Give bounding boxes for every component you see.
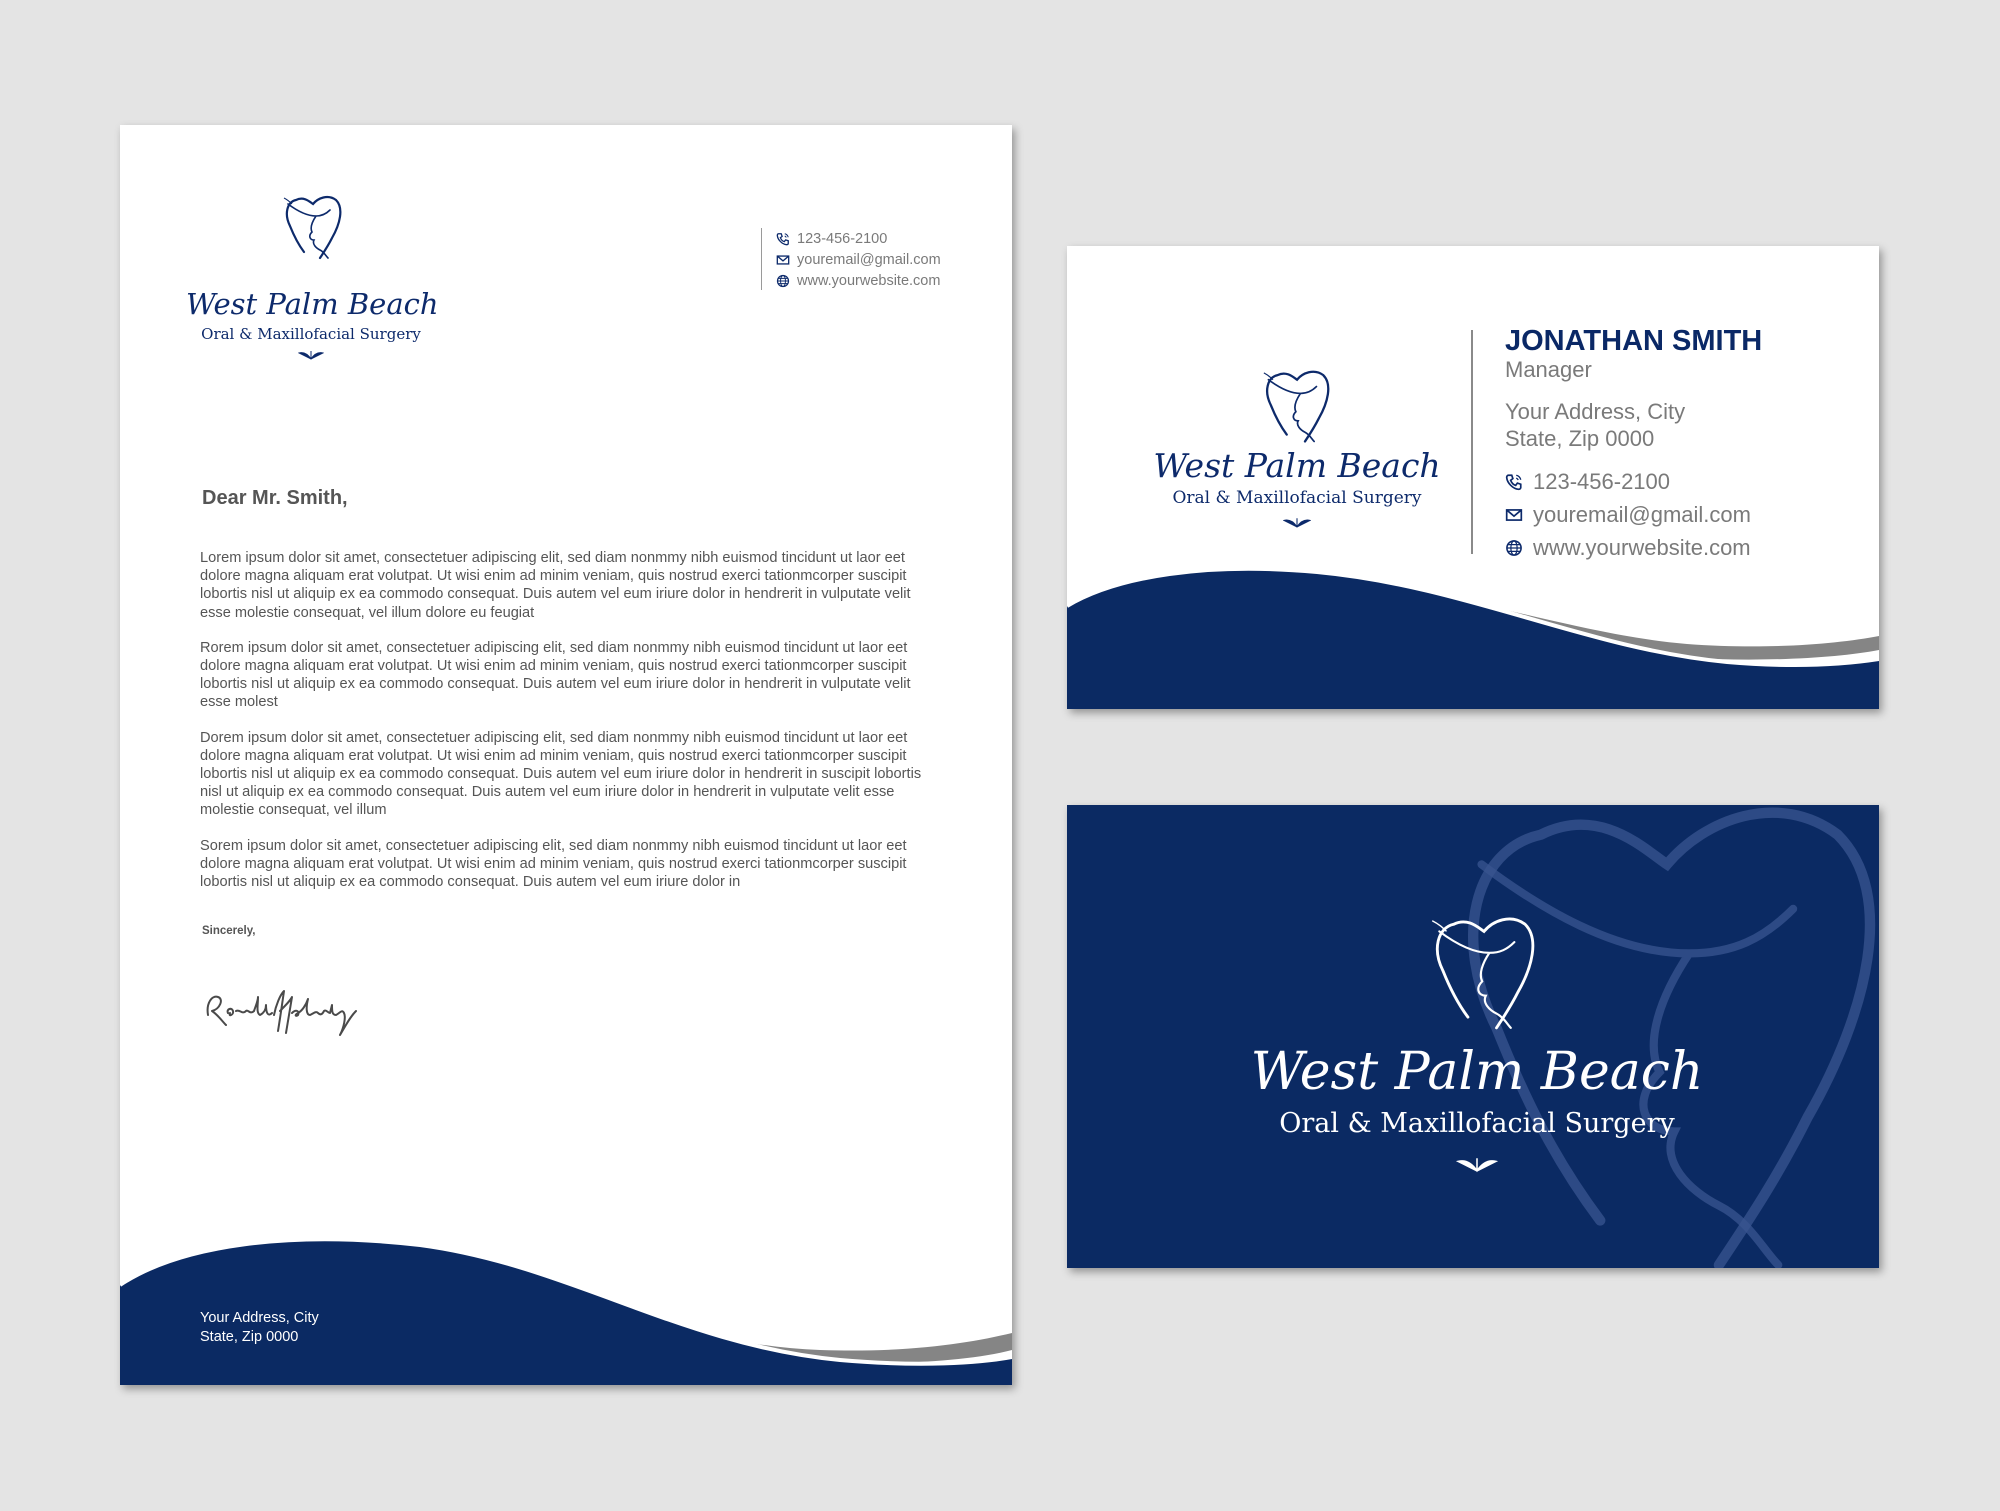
email-text: youremail@gmail.com xyxy=(1533,501,1751,527)
website-text: www.yourwebsite.com xyxy=(1533,534,1751,560)
phone-text: 123-456-2100 xyxy=(797,230,888,247)
card-contacts xyxy=(1505,465,1762,564)
address-line-2: State, Zip 0000 xyxy=(1505,426,1655,451)
website-text: www.yourwebsite.com xyxy=(797,272,941,289)
contact-email xyxy=(1505,498,1762,531)
card-contact-info xyxy=(1505,324,1762,564)
letterhead xyxy=(120,125,1012,1385)
sprout-icon xyxy=(1283,514,1311,529)
contact-website xyxy=(1505,531,1762,564)
contact-website xyxy=(776,270,941,291)
signature-image xyxy=(200,975,370,1045)
person-name: JONATHAN SMITH xyxy=(1505,325,1763,357)
letterhead-address xyxy=(200,1309,319,1346)
contact-email xyxy=(776,249,941,270)
letter-closing: Sincerely, xyxy=(202,925,256,937)
letter-paragraph: Rorem ipsum dolor sit amet, consectetuer adipiscing elit, sed diam nonmmy nibh euismod tincidunt ut laor eet dolore magna aliquam erat volutpat. Ut wisi enim ad minim veniam, quis nostrud exerci tationmcorper suscipit lobortis nisl ut aliquip ex ea commodo consequat. Duis autem vel eum iriure dolor in hendrerit in vulputate velit esse molest xyxy=(200,639,911,711)
address-line-2: State, Zip 0000 xyxy=(200,1328,299,1345)
tooth-logo-icon xyxy=(1261,366,1333,446)
vertical-divider xyxy=(1471,330,1473,554)
letter-paragraph: Lorem ipsum dolor sit amet, consectetuer adipiscing elit, sed diam nonmmy nibh euismod tincidunt ut laor eet dolore magna aliquam erat volutpat. Ut wisi enim ad minim veniam, quis nostrud exerci tationmcorper suscipit lobortis nisl ut aliquip ex ea commodo consequat. Duis autem vel eum iriure dolor in hendrerit in vulputate velit esse molestie consequat, vel illum dolore eu feugiat xyxy=(200,550,911,621)
phone-icon xyxy=(776,232,790,246)
card-address xyxy=(1505,398,1762,452)
envelope-icon xyxy=(1505,506,1523,524)
globe-icon xyxy=(1505,539,1523,557)
brand-tagline: Oral & Maxillofacial Surgery xyxy=(201,325,421,343)
contact-phone xyxy=(1505,465,1762,498)
brand-logo xyxy=(186,187,439,367)
sprout-icon xyxy=(298,347,324,361)
business-card-front xyxy=(1067,246,1879,709)
letter-paragraph: Dorem ipsum dolor sit amet, consectetuer adipiscing elit, sed diam nonmmy nibh euismod tincidunt ut laor eet dolore magna aliquam erat volutpat. Ut wisi enim ad minim veniam, quis nostrud exerci tationmcorper suscipit lobortis nisl ut aliquip ex ea commodo consequat. Duis autem vel eum iriure dolor in hendrerit in suscipit lobortis nisl ut aliquip ex ea commodo consequat. Duis autem vel eum iriure dolor in hendrerit in vulputate velit esse molestie consequat, vel illum xyxy=(200,729,922,819)
letter-body xyxy=(200,549,940,908)
business-card-back xyxy=(1067,805,1879,1268)
envelope-icon xyxy=(776,253,790,267)
letterhead-contact xyxy=(761,228,941,290)
sprout-icon xyxy=(1455,1152,1499,1174)
globe-icon xyxy=(776,274,790,288)
brand-name: West Palm Beach xyxy=(186,287,439,321)
tooth-logo-icon xyxy=(1424,910,1544,1035)
brand-name: West Palm Beach xyxy=(1153,446,1441,485)
address-line-1: Your Address, City xyxy=(200,1310,319,1326)
phone-text: 123-456-2100 xyxy=(1533,468,1671,494)
letter-greeting: Dear Mr. Smith, xyxy=(202,487,348,509)
brand-logo xyxy=(1147,366,1447,536)
contact-phone xyxy=(776,228,941,249)
letter-paragraph: Sorem ipsum dolor sit amet, consectetuer adipiscing elit, sed diam nonmmy nibh euismod tincidunt ut laor eet dolore magna aliquam erat volutpat. Ut wisi enim ad minim veniam, quis nostrud exerci tationmcorper suscipit lobortis nisl ut aliquip ex ea commodo consequat. Duis autem vel eum iriure dolor in xyxy=(200,837,907,891)
tooth-logo-icon xyxy=(282,192,344,262)
brand-tagline: Oral & Maxillofacial Surgery xyxy=(1279,1108,1675,1139)
address-line-1: Your Address, City xyxy=(1505,399,1686,424)
email-text: youremail@gmail.com xyxy=(797,251,941,268)
brand-logo xyxy=(1217,880,1737,1200)
card-wave xyxy=(1067,564,1879,709)
phone-icon xyxy=(1505,473,1523,491)
footer-wave xyxy=(120,1225,1012,1385)
person-title: Manager xyxy=(1505,357,1592,382)
brand-tagline: Oral & Maxillofacial Surgery xyxy=(1172,488,1422,508)
brand-name: West Palm Beach xyxy=(1250,1042,1704,1102)
